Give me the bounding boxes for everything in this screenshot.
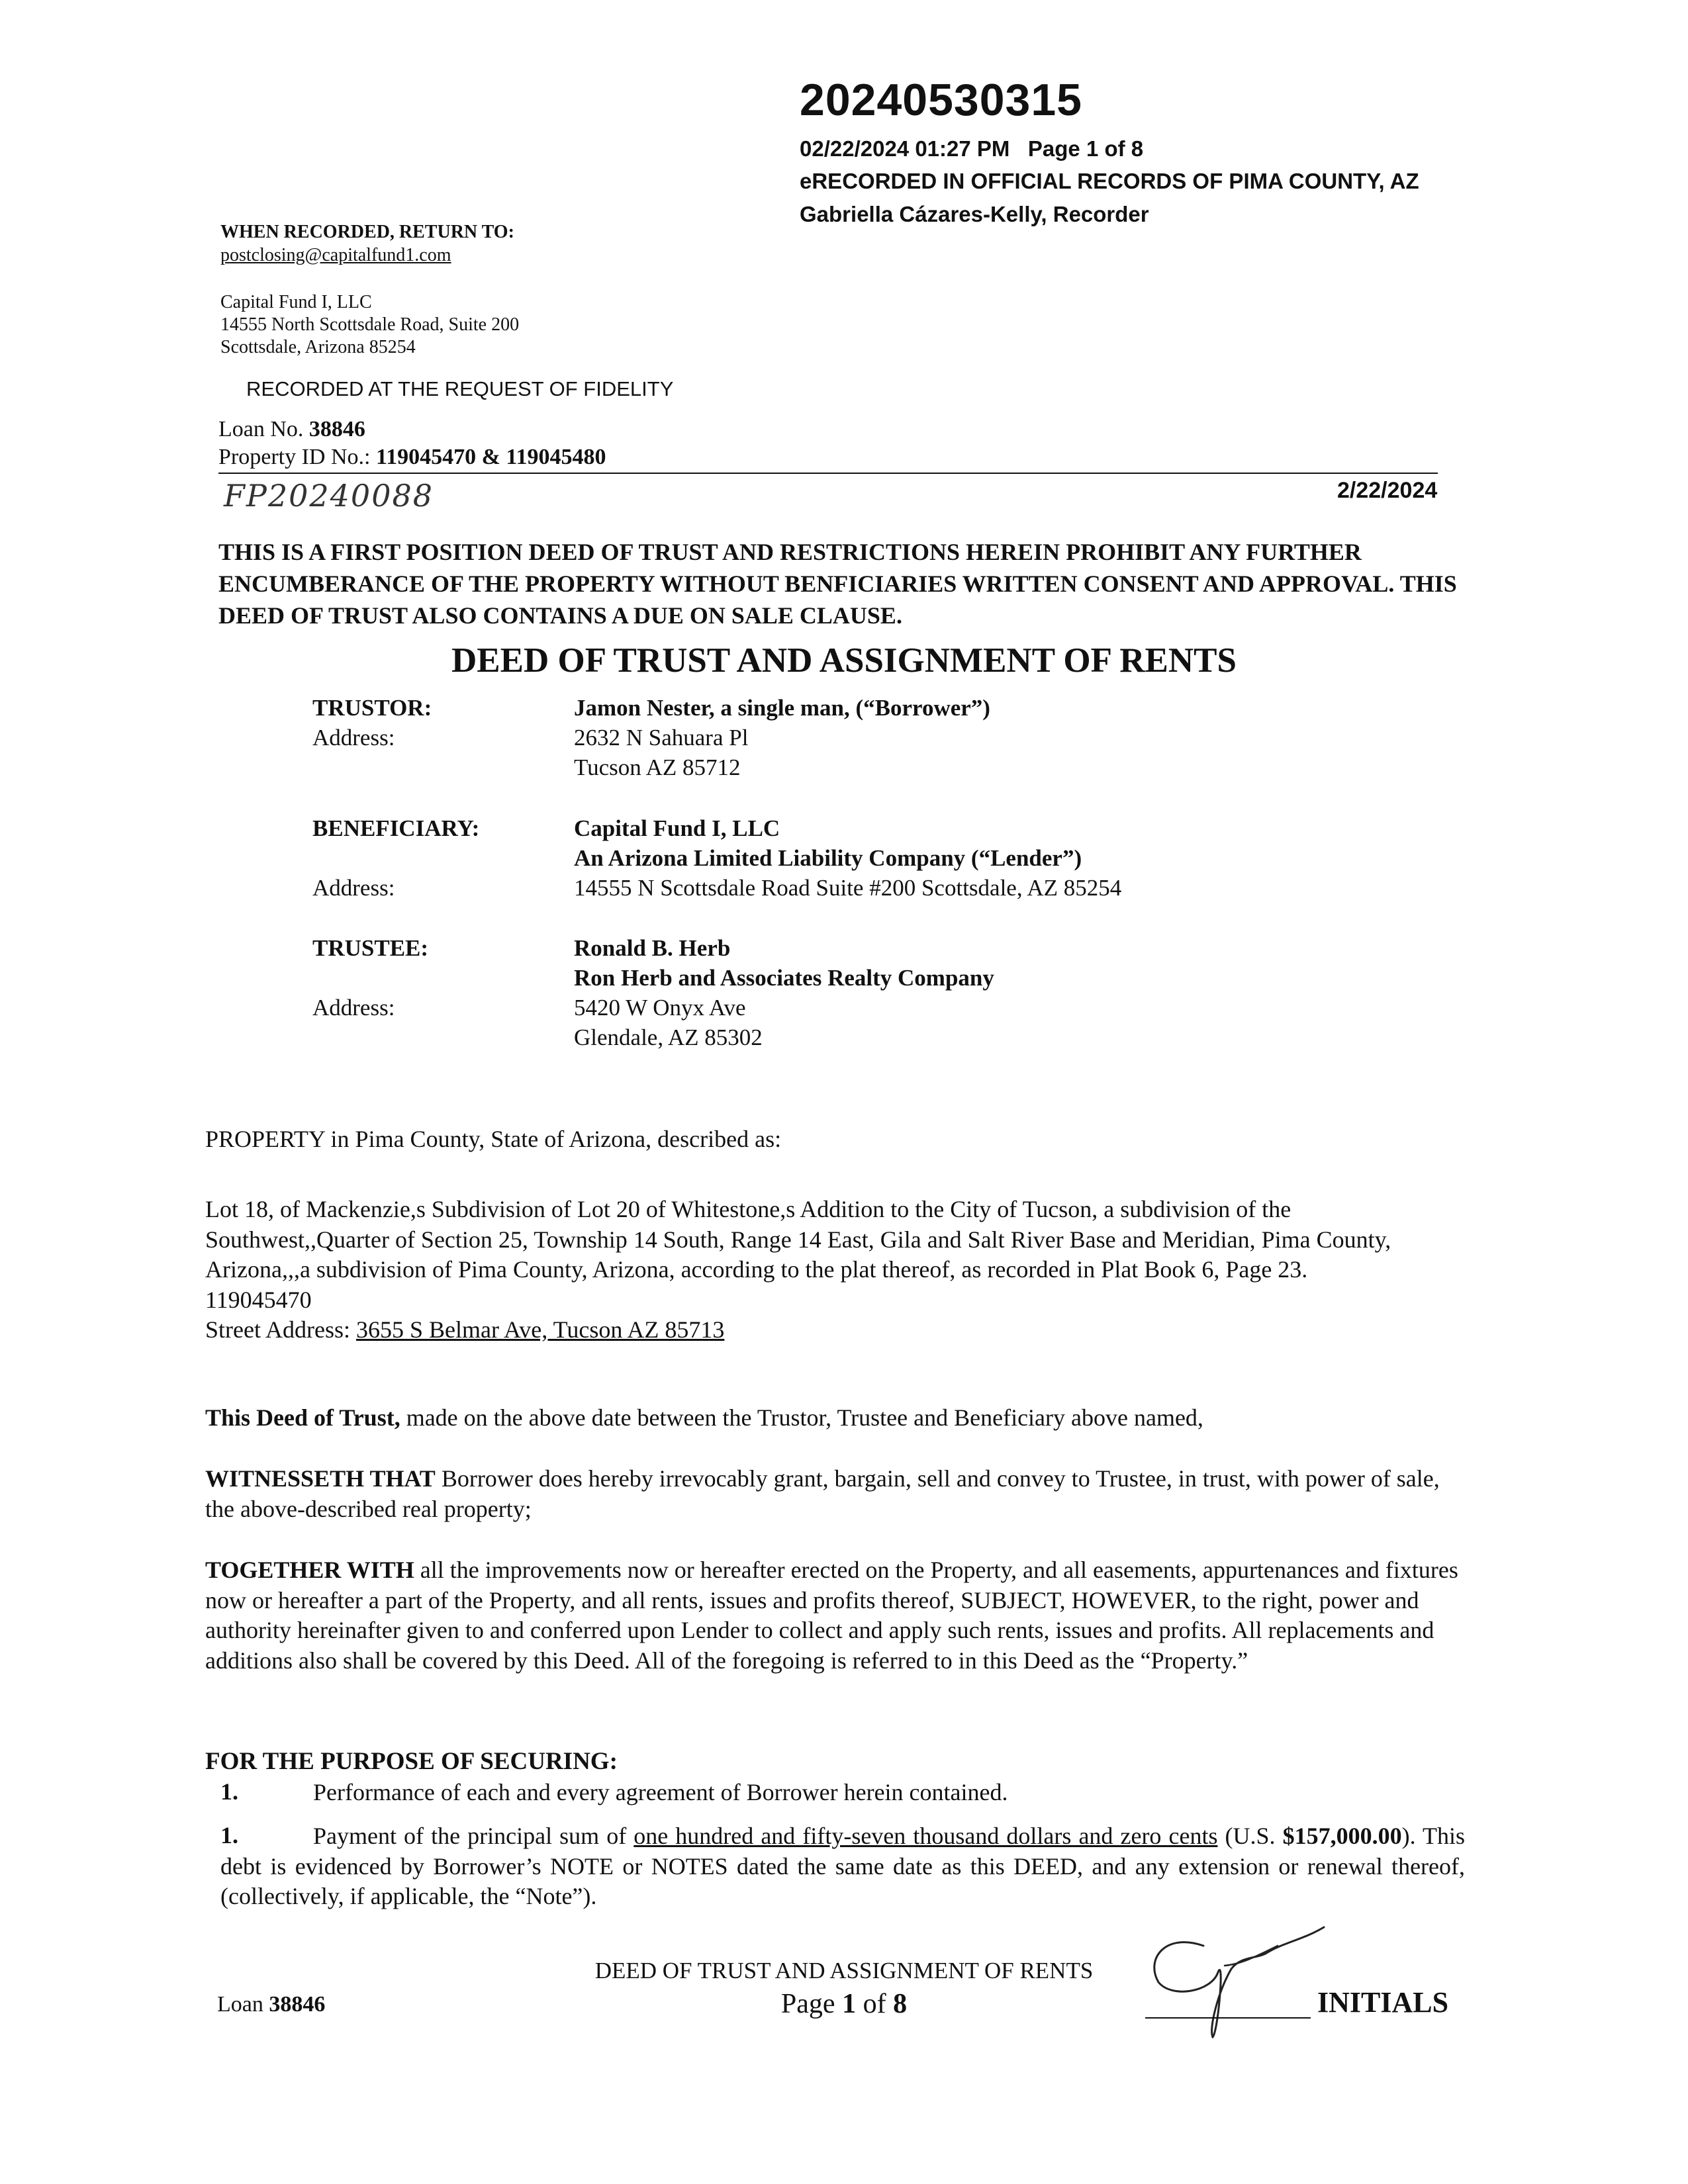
footer-page-total: 8 <box>893 1989 908 2019</box>
return-address <box>220 291 519 359</box>
deed-text: made on the above date between the Trustor, Trustee and Beneficiary above named, <box>400 1404 1203 1431</box>
loan-label: Loan No. <box>218 417 304 441</box>
initials-line <box>1145 2017 1311 2019</box>
trustee-label: TRUSTEE: <box>312 935 429 961</box>
parcel-number: 119045470 <box>205 1286 312 1313</box>
divider <box>218 473 1438 474</box>
together-with-paragraph <box>205 1555 1463 1676</box>
item2-pre: Payment of the principal sum of <box>313 1823 634 1849</box>
return-street: 14555 North Scottsdale Road, Suite 200 <box>220 314 520 335</box>
trustor-address-line2: Tucson AZ 85712 <box>574 754 741 780</box>
legal-description-text: Lot 18, of Mackenzie,s Subdivision of Lot 20 of Whitestone,s Addition to the City of Tucson, a subdivision of the Southwest,,Quarter of Section 25, Township 14 South, Range 14 East, Gila and Salt River Base and Meridian, Pima County, Arizona,,,a subdivision of Pima County, Arizona, according to the plat thereof, as recorded in Plat Book 6, Page 23. <box>205 1196 1391 1283</box>
witnesseth-paragraph <box>205 1464 1463 1524</box>
trustee-name: Ronald B. Herb <box>574 935 731 961</box>
recording-number: 20240530315 <box>800 75 1083 125</box>
recording-office: eRECORDED IN OFFICIAL RECORDS OF PIMA COUNTY, AZ <box>800 169 1419 193</box>
loan-number: 38846 <box>308 417 365 441</box>
trustor-name: Jamon Nester, a single man, (“Borrower”) <box>574 695 990 721</box>
street-address-label: Street Address: <box>205 1316 350 1343</box>
beneficiary-name: Capital Fund I, LLC <box>574 815 780 841</box>
recording-timestamp: 02/22/2024 01:27 PM Page 1 of 8 <box>800 136 1144 161</box>
footer-page-word: Page <box>780 1989 835 2019</box>
legal-description <box>205 1195 1476 1345</box>
footer-page-of: of <box>863 1989 886 2019</box>
trustor-address-line1: 2632 N Sahuara Pl <box>574 725 749 751</box>
beneficiary-address-label: Address: <box>312 875 395 901</box>
beneficiary-description: An Arizona Limited Liability Company (“Lender”) <box>574 845 1082 871</box>
principal-amount: $157,000.00 <box>1282 1823 1402 1849</box>
street-address <box>205 1315 1476 1345</box>
footer-loan-number: 38846 <box>269 1992 326 2017</box>
trustee-address-line2: Glendale, AZ 85302 <box>574 1024 763 1050</box>
recorder-name: Gabriella Cázares-Kelly, Recorder <box>800 202 1149 226</box>
handwritten-file-number: FP20240088 <box>224 478 434 514</box>
return-company: Capital Fund I, LLC <box>220 292 372 312</box>
footer-title: DEED OF TRUST AND ASSIGNMENT OF RENTS <box>594 1958 1094 1983</box>
property-id-value: 119045470 & 119045480 <box>375 445 606 469</box>
loan-number-line <box>218 417 365 442</box>
return-city: Scottsdale, Arizona 85254 <box>220 337 416 357</box>
trustor-address-label: Address: <box>312 725 395 751</box>
together-with-text: all the improvements now or hereafter erected on the Property, and all easements, appurtenances and fixtures now or hereafter a part of the Property, and all rents, issues and profits thereof, SUBJECT, HOWEVER, to the right, power and authority hereinafter given to and conferred upon Lender to collect and apply such rents, issues and profits. All replacements and additions also shall be covered by this Deed. All of the foregoing is referred to in this Deed as the “Property.” <box>205 1557 1458 1674</box>
beneficiary-address-line1: 14555 N Scottsdale Road Suite #200 Scottsdale, AZ 85254 <box>574 875 1122 901</box>
property-id-label: Property ID No.: <box>218 445 371 469</box>
first-position-notice: THIS IS A FIRST POSITION DEED OF TRUST AND RESTRICTIONS HEREIN PROHIBIT ANY FURTHER ENCUMBERANCE OF THE PROPERTY WITHOUT BENFICIARIES WRITTEN CONSENT AND APPROVAL. THIS DEED OF TRUST ALSO CONTAINS A DUE ON SALE CLAUSE. <box>218 539 1457 629</box>
property-intro: PROPERTY in Pima County, State of Arizona, described as: <box>205 1126 782 1152</box>
trustee-address-line1: 5420 W Onyx Ave <box>574 995 746 1021</box>
beneficiary-label: BENEFICIARY: <box>312 815 480 841</box>
principal-in-words: one hundred and fifty-seven thousand dollars and zero cents <box>633 1823 1218 1849</box>
purpose-item-1-text: Performance of each and every agreement of Borrower herein contained. <box>313 1779 1008 1805</box>
witnesseth-text: Borrower does hereby irrevocably grant, bargain, sell and convey to Trustee, in trust, with power of sale, the above-described real property; <box>205 1465 1440 1522</box>
trustee-address-label: Address: <box>312 995 395 1021</box>
street-address-value: 3655 S Belmar Ave, Tucson AZ 85713 <box>355 1316 725 1343</box>
return-to-heading: WHEN RECORDED, RETURN TO: <box>220 222 514 242</box>
property-id-line <box>218 445 606 470</box>
trustor-label: TRUSTOR: <box>312 695 432 721</box>
item2-post: ). This debt is evidenced by Borrower’s NOTE or NOTES dated the same date as this DEED, and any extension or renewal thereof, (collectively, if applicable, the “Note”). <box>220 1823 1466 1909</box>
together-with-lead: TOGETHER WITH <box>205 1557 414 1583</box>
purpose-item-2-number: 1. <box>220 1822 238 1848</box>
document-title: DEED OF TRUST AND ASSIGNMENT OF RENTS <box>451 641 1237 680</box>
document-date: 2/22/2024 <box>1337 478 1438 503</box>
recorded-request-note: RECORDED AT THE REQUEST OF FIDELITY <box>246 377 674 400</box>
purpose-item-2-text <box>220 1821 1465 1912</box>
footer-page-current: 1 <box>842 1989 857 2019</box>
purpose-heading: FOR THE PURPOSE OF SECURING: <box>205 1748 618 1775</box>
deed-paragraph <box>205 1403 1463 1433</box>
initials-label: INITIALS <box>1317 1986 1449 2019</box>
return-email-link[interactable]: postclosing@capitalfund1.com <box>220 245 451 265</box>
witnesseth-lead: WITNESSETH THAT <box>205 1465 436 1492</box>
initials-signature <box>1125 1919 1344 2038</box>
purpose-item-1-number: 1. <box>220 1778 238 1805</box>
footer-loan-label: Loan <box>217 1992 263 2017</box>
trustee-company: Ron Herb and Associates Realty Company <box>574 965 994 991</box>
deed-lead: This Deed of Trust, <box>205 1404 400 1431</box>
item2-mid: (U.S. <box>1217 1823 1283 1849</box>
